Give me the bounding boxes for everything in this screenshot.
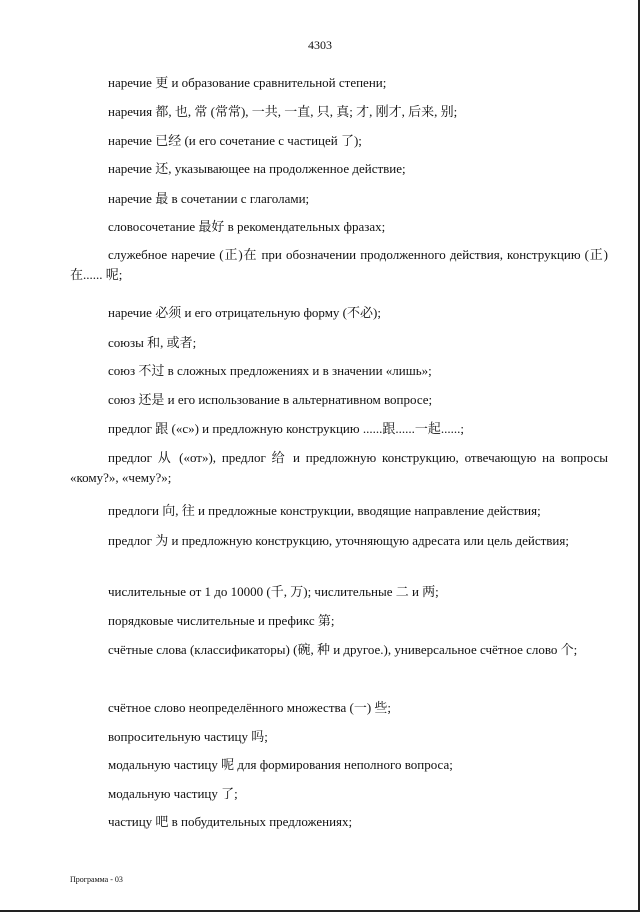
list-item: счётные слова (классификаторы) (碗, 种 и другое.), универсальное счётное слово 个;: [108, 642, 578, 657]
list-item: союз 不过 в сложных предложениях и в значении «лишь»;: [108, 363, 432, 378]
list-item: предлог 跟 («с») и предложную конструкцию ......跟......一起......;: [108, 421, 464, 436]
list-item: наречие 更 и образование сравнительной степени;: [108, 75, 387, 90]
list-item: числительные от 1 до 10000 (千, 万); числительные 二 и 两;: [108, 584, 439, 599]
page-footer: Программа - 03: [70, 875, 123, 884]
list-item: счётное слово неопределённого множества (一) 些;: [108, 700, 392, 715]
list-item: наречие 还, указывающее на продолженное действие;: [108, 161, 406, 176]
list-item: служебное наречие (正)在 при обозначении продолженного действия, конструкцию (正)在...... 呢;: [70, 247, 608, 282]
list-item: частицу 吧 в побудительных предложениях;: [108, 814, 353, 829]
list-item: предлоги 向, 往 и предложные конструкции, вводящие направление действия;: [108, 503, 541, 518]
list-item: модальную частицу 呢 для формирования неполного вопроса;: [108, 757, 453, 772]
list-item: союзы 和, 或者;: [108, 335, 197, 350]
list-item: наречие 已经 (и его сочетание с частицей 了);: [108, 133, 362, 148]
list-item: союз 还是 и его использование в альтернативном вопросе;: [108, 392, 433, 407]
page-number: 4303: [308, 38, 332, 52]
list-item: словосочетание 最好 в рекомендательных фразах;: [108, 219, 386, 234]
list-item: предлог 为 и предложную конструкцию, уточняющую адресата или цель действия;: [108, 533, 569, 548]
list-item: наречия 都, 也, 常 (常常), 一共, 一直, 只, 真; 才, 刚才, 后来, 别;: [108, 104, 458, 119]
list-item: наречие 必须 и его отрицательную форму (不必);: [108, 305, 381, 320]
list-item: модальную частицу 了;: [108, 786, 238, 801]
list-item: предлог 从 («от»), предлог 给 и предложную конструкцию, отвечающую на вопросы «кому?», «чему?»;: [70, 450, 608, 485]
list-item: наречие 最 в сочетании с глаголами;: [108, 191, 310, 206]
list-item: порядковые числительные и префикс 第;: [108, 613, 335, 628]
list-item: вопросительную частицу 吗;: [108, 729, 268, 744]
